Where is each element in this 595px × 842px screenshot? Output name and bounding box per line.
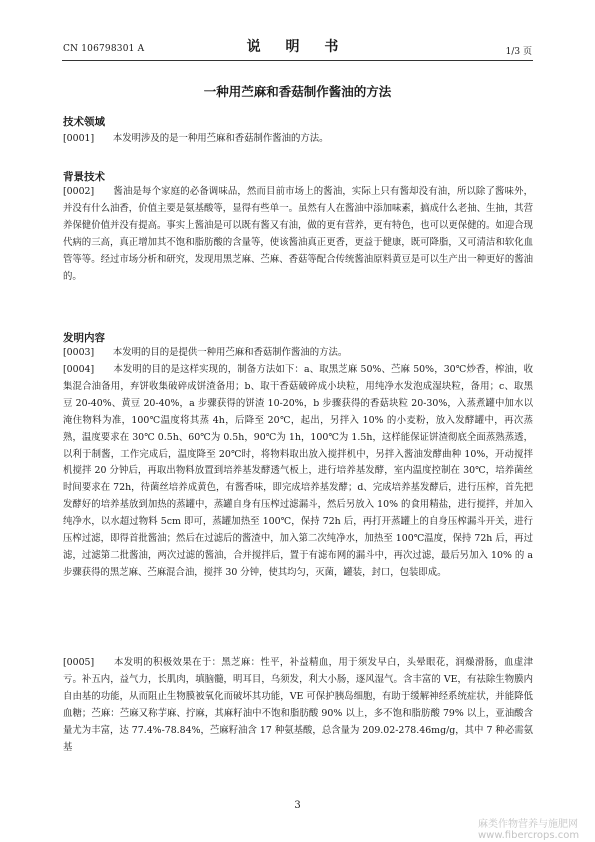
header-rule <box>62 60 533 61</box>
paragraph-0002: [0002] 酱油是每个家庭的必备调味品，然而目前市场上的酱油，实际上只有酱却没有油，所以除了酱味外，并没有什么油香，价值主要是氨基酸等，显得有些单一。虽然有人在酱油中添加味素，搞成什么老抽、生抽，其营养保健价值并没有提高。事实上酱油是可以既有酱又有油，做的更有营养，更有特色，也可以更保健的。如迎合现代病的三高，真正增加其不饱和脂肪酸的含量等，使该酱油真正更香，更益于健康，既可降脂，又可清洁和软化血管等等。经过市场分析和研究，发现用黑芝麻、苎麻、香菇等配合传统酱油原料黄豆是可以生产出一种更好的酱油的。 <box>63 186 533 282</box>
paragraph-0005: [0005] 本发明的积极效果在于：黑芝麻：性平，补益精血，用于须发早白，头晕眼花，润燥滑肠，血虚津亏。补五内，益气力，长肌肉，填脑髓，明耳目，乌须发，利大小肠，逐风湿气。含丰富的 VE，有祛除生物膜内自由基的功能，从而阻止生物膜被氧化而破坏其功能，VE 可保护胰岛细胞，有助于缓解神经系统症状，并能降低血糖；苎麻：苎麻又称芋麻、拧麻，其麻籽油中不饱和脂肪酸 90% 以上，多不饱和脂肪酸 79% 以上，亚油酸含量尤为丰富，达 77.4%-78.84%，苎麻籽油含 17 种氨基酸，总含量为 209.02-278.46mg/g，其中 7 种必需氨基 <box>63 657 533 753</box>
page-number: 3 <box>294 800 301 811</box>
document-title: 一种用苎麻和香菇制作酱油的方法 <box>203 84 392 99</box>
paragraph-0001: [0001] 本发明涉及的是一种用苎麻和香菇制作酱油的方法。 <box>63 133 329 144</box>
section-heading-background: 背景技术 <box>63 171 105 183</box>
watermark <box>478 819 579 841</box>
watermark-line-1: 麻类作物营养与施肥网 <box>478 819 578 830</box>
section-heading-technical-field: 技术领域 <box>63 116 105 128</box>
section-heading-content: 发明内容 <box>63 332 105 344</box>
watermark-line-2: www.fibercrops.com <box>478 830 580 841</box>
document-type-heading: 说 明 书 <box>246 39 349 55</box>
page-indicator: 1/3 页 <box>505 47 532 57</box>
paragraph-0004: [0004] 本发明的目的是这样实现的，制备方法如下：a、取黑芝麻 50%、苎麻 50%，30℃炒香，榨油，收集混合油备用，弃饼收集破碎成饼渣备用；b、取干香菇破碎成小块粒，用纯净水发泡成湿块粒，备用；c、取黑豆 20-40%、黄豆 20-40%，a 步骤获得的饼渣 10-20%，b 步骤获得的香菇块粒 20-30%，入蒸煮罐中加水以淹住物料为准，100℃温度将其蒸 4h，后降至 20℃，起出，另拌入 10% 的小麦粉，放入发酵罐中，再次蒸熟，温度要求在 30℃ 0.5h、60℃为 0.5h，90℃为 1h，100℃为 1.5h，这样能保证饼渣彻底全面蒸熟蒸透，以利于制酱，工作完成后，温度降至 20℃时，将物料取出放入搅拌机中，另拌入酱油发酵曲种 10%，开动搅拌机搅拌 20 分钟后，再取出物料放置到培养基发酵透气板上，进行培养基发酵，室内温度控制在 30℃，培养菌丝时间要求在 72h，待菌丝培养成黄色，有酱香味，即完成培养基发酵；d、完成培养基发酵后，进行压榨，首先把发酵好的培养基放到加热的蒸罐中，蒸罐自身有压榨过滤漏斗，然后另放入 10% 的食用精盐，进行搅拌，并加入纯净水，以水超过物料 5cm 即可，蒸罐加热至 100℃，保持 72h 后，再打开蒸罐上的自身压榨漏斗开关，进行压榨过滤，即得首批酱油；然后在过滤后的酱渣中，加入第二次纯净水，加热至 100℃温度，保持 72h 后，再过滤，过滤第二批酱油，两次过滤的酱油，合并搅拌后，置于有滤布网的漏斗中，再次过滤，最后另加入 10% 的 a 步骤获得的黑芝麻、苎麻混合油，搅拌 30 分钟，使其均匀，灭菌，罐装，封口，包装即成。 <box>63 364 533 578</box>
paragraph-0003: [0003] 本发明的目的是提供一种用苎麻和香菇制作酱油的方法。 <box>63 347 348 358</box>
publication-number: CN 106798301 A <box>63 44 145 54</box>
